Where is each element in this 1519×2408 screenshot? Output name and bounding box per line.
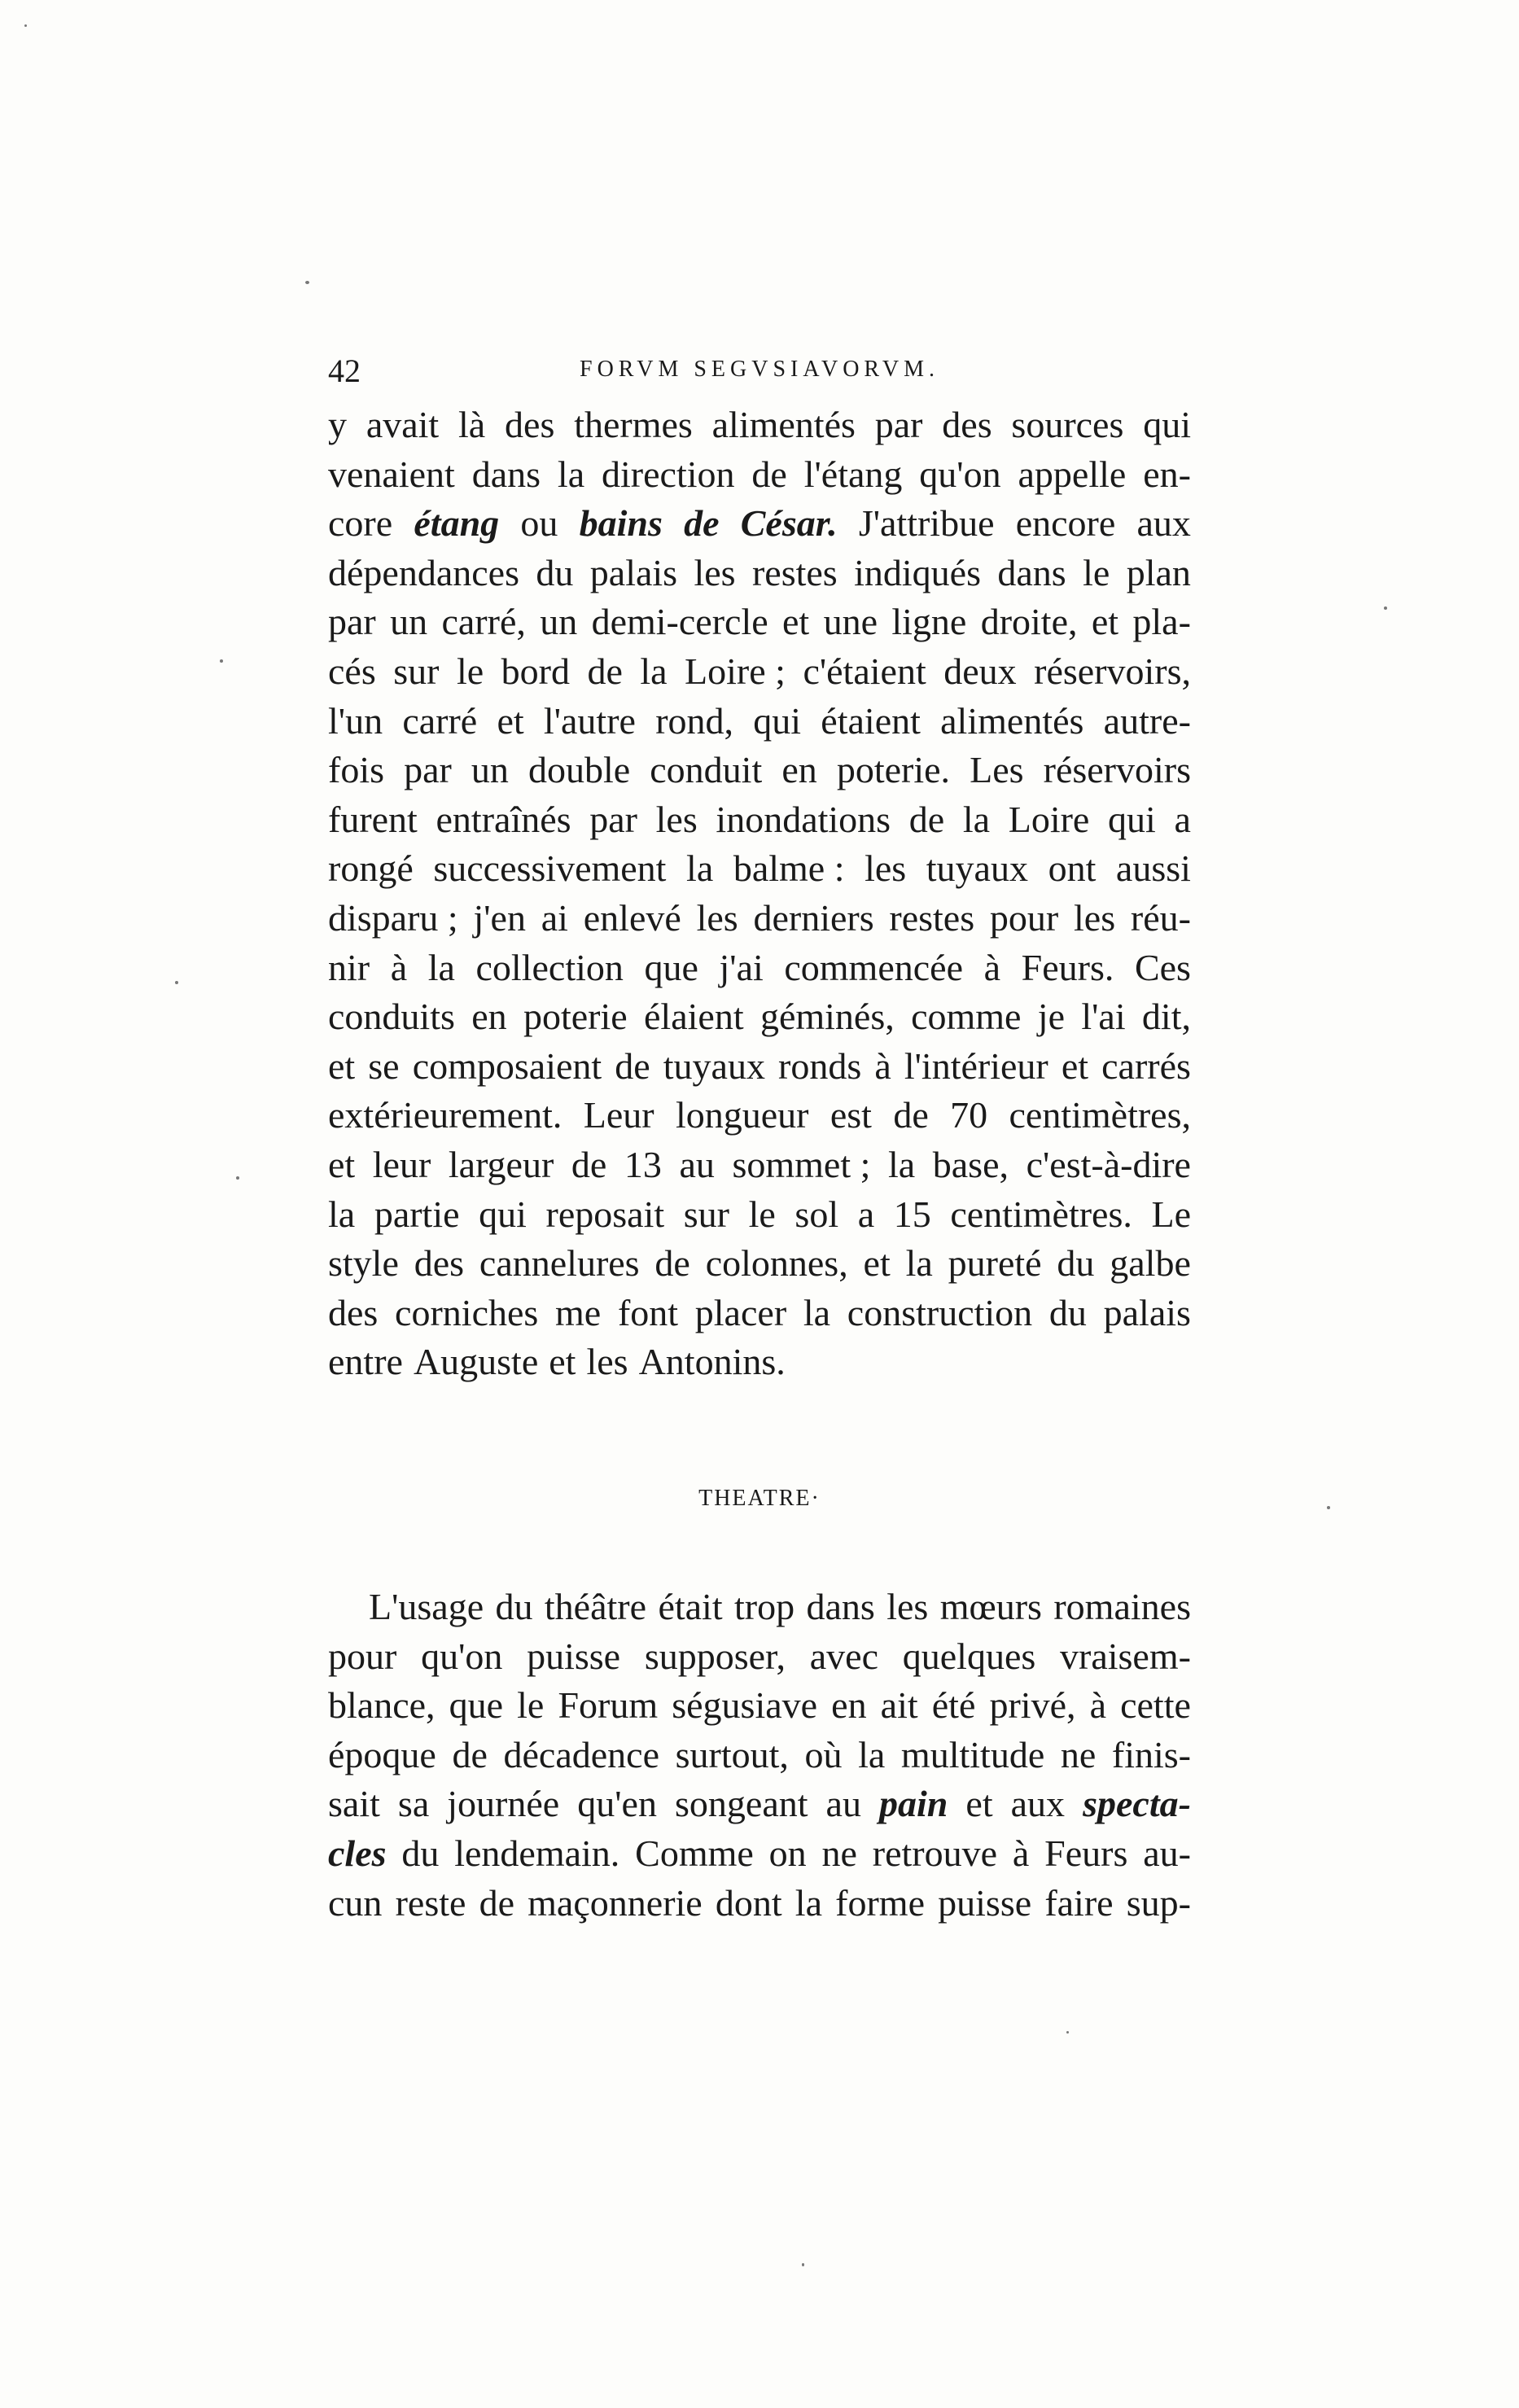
word: sup-: [1126, 1881, 1191, 1924]
word: la: [427, 946, 455, 988]
word: de: [751, 453, 787, 495]
word: pour: [328, 1635, 397, 1677]
word: la: [328, 1193, 356, 1235]
word: ligne: [891, 601, 967, 643]
word: trop: [734, 1586, 795, 1627]
word: specta-: [1083, 1783, 1191, 1825]
word: réservoirs: [1043, 749, 1191, 791]
word: venaient: [328, 453, 455, 495]
word: un: [540, 601, 578, 643]
scan-speck: [175, 981, 178, 984]
word: lendemain.: [454, 1832, 620, 1874]
word: décadence: [503, 1733, 659, 1775]
word: privé,: [989, 1684, 1076, 1727]
text-line: [328, 647, 1191, 697]
running-title: FORVM SEGVSIAVORVM.: [580, 357, 939, 382]
word: je: [1037, 996, 1065, 1038]
word: a: [1174, 798, 1191, 840]
word: la: [905, 1242, 933, 1285]
word: 13: [624, 1143, 662, 1185]
word: à: [1012, 1832, 1030, 1874]
word: conduits: [328, 996, 455, 1038]
word: thermes: [574, 404, 693, 445]
word: placer: [694, 1291, 787, 1333]
word: fois: [328, 749, 384, 791]
word: dans: [471, 453, 541, 495]
word: pla-: [1132, 601, 1191, 643]
word: partie: [374, 1193, 460, 1235]
word: pour: [989, 896, 1059, 939]
word: restes: [889, 896, 975, 939]
word: supposer,: [644, 1635, 786, 1677]
scan-speck: [1384, 606, 1387, 610]
word: 70: [950, 1094, 988, 1136]
word: de: [452, 1733, 488, 1775]
word: à: [390, 946, 408, 988]
word: est: [830, 1094, 872, 1136]
word: indiqués: [854, 551, 981, 593]
word: y: [328, 404, 347, 445]
word: mœurs: [939, 1586, 1042, 1627]
word: aux: [1010, 1783, 1066, 1825]
word: demi-cercle: [591, 601, 768, 643]
word: de: [908, 798, 945, 840]
word: un: [390, 601, 428, 643]
word: la: [962, 798, 991, 840]
word: balme :: [733, 847, 845, 890]
text-line: [328, 844, 1191, 894]
word: sur: [393, 650, 440, 692]
word: et: [497, 699, 524, 742]
word: restes: [751, 551, 838, 593]
word: collection: [475, 946, 624, 988]
word: forme: [835, 1881, 925, 1924]
word: j'ai: [719, 946, 764, 988]
text-line: [328, 1780, 1191, 1829]
word: réservoirs,: [1034, 650, 1191, 692]
text-line: [328, 499, 1191, 549]
word: poterie.: [836, 749, 951, 791]
word: de: [587, 650, 623, 692]
text-line: [328, 1289, 1191, 1338]
word: retrouve: [872, 1832, 998, 1874]
paragraph-theatre: [328, 1583, 1191, 1928]
word: ai: [541, 896, 568, 939]
word: une: [823, 601, 878, 643]
word: le: [748, 1193, 776, 1235]
page-number: 42: [328, 352, 361, 389]
word: centimètres.: [950, 1193, 1132, 1235]
word: composaient: [412, 1044, 602, 1087]
word: dans: [806, 1586, 875, 1627]
word: de: [615, 1044, 650, 1087]
word: derniers: [753, 896, 874, 939]
word: Comme: [635, 1832, 754, 1874]
word: songeant: [675, 1783, 808, 1825]
word: par: [874, 404, 923, 445]
word: droite,: [980, 601, 1078, 643]
word: encore: [1015, 502, 1116, 545]
word: puisse: [938, 1881, 1032, 1924]
word: centimètres,: [1009, 1094, 1191, 1136]
word: surtout,: [675, 1733, 789, 1775]
word: les: [655, 798, 698, 840]
word: alimentés: [711, 404, 856, 445]
word: la: [557, 453, 585, 495]
word: l'étang: [803, 453, 903, 495]
word: le: [517, 1684, 545, 1727]
word: L'usage: [369, 1586, 484, 1627]
word: tuyaux: [926, 847, 1028, 890]
word: Forum: [558, 1684, 659, 1727]
word: maçonnerie: [527, 1881, 703, 1924]
word: étaient: [821, 699, 921, 742]
word: deux: [943, 650, 1017, 692]
word: Loire: [1008, 798, 1090, 840]
word: cés: [328, 650, 376, 692]
word: poterie: [523, 996, 628, 1038]
text-line: [328, 1829, 1191, 1879]
word: qui: [479, 1193, 527, 1235]
scan-speck: [305, 281, 309, 284]
word: et: [1061, 1044, 1089, 1087]
word: de: [571, 1143, 607, 1185]
word: que: [644, 946, 698, 988]
word: qui: [1108, 798, 1156, 840]
word: rongé: [328, 847, 414, 890]
word: furent: [328, 798, 418, 840]
word: c'est-à-dire: [1026, 1143, 1191, 1185]
text-line: [328, 1091, 1191, 1141]
word: au-: [1143, 1832, 1191, 1874]
word: de: [479, 1881, 514, 1924]
word: bains: [579, 502, 663, 545]
text-line: [328, 1190, 1191, 1240]
word: était: [658, 1586, 723, 1627]
text-line: [328, 450, 1191, 500]
word: qu'on: [919, 453, 1001, 495]
word: de: [684, 502, 720, 545]
word: des: [328, 1291, 379, 1333]
word: et: [549, 1341, 576, 1383]
word: a: [857, 1193, 875, 1235]
scan-speck: [1066, 2031, 1069, 2034]
word: Antonins.: [638, 1341, 786, 1383]
word: ronds: [778, 1044, 862, 1087]
word: plan: [1126, 551, 1191, 593]
word: où: [804, 1733, 843, 1775]
word: colonnes,: [705, 1242, 848, 1285]
word: un: [471, 749, 509, 791]
word: dans: [997, 551, 1066, 593]
word: aux: [1136, 502, 1191, 545]
word: César.: [740, 502, 838, 545]
word: l'intérieur: [904, 1044, 1048, 1087]
word: cles: [328, 1832, 387, 1874]
word: de: [654, 1242, 690, 1285]
word: double: [527, 749, 631, 791]
text-line: [328, 1879, 1191, 1929]
word: galbe: [1110, 1242, 1191, 1285]
word: élaient: [644, 996, 744, 1038]
word: style: [328, 1242, 399, 1285]
word: tuyaux: [663, 1044, 765, 1087]
word: en: [781, 749, 817, 791]
word: appelle: [1018, 453, 1127, 495]
word: sol: [795, 1193, 839, 1235]
word: que: [449, 1684, 504, 1727]
word: les: [694, 551, 736, 593]
word: palais: [1103, 1291, 1191, 1333]
word: cannelures: [479, 1242, 640, 1285]
word: les: [586, 1341, 628, 1383]
word: Feurs: [1044, 1832, 1128, 1874]
word: la: [795, 1881, 822, 1924]
word: au: [825, 1783, 861, 1825]
word: se: [368, 1044, 400, 1087]
word: blance,: [328, 1684, 436, 1727]
word: époque: [328, 1733, 436, 1775]
word: rond,: [655, 699, 734, 742]
word: en-: [1143, 453, 1191, 495]
word: des: [414, 1242, 465, 1285]
scan-speck: [24, 24, 27, 27]
word: c'étaient: [803, 650, 926, 692]
word: le: [1083, 551, 1110, 593]
word: sa: [397, 1783, 430, 1825]
word: ne: [1060, 1733, 1097, 1775]
word: entraînés: [436, 798, 571, 840]
word: qui: [753, 699, 802, 742]
text-line: [328, 795, 1191, 845]
word: les: [886, 1586, 929, 1627]
word: du: [536, 551, 574, 593]
word: du: [495, 1586, 533, 1627]
word: finis-: [1111, 1733, 1191, 1775]
word: quelques: [902, 1635, 1036, 1677]
word: cun: [328, 1881, 383, 1924]
running-head: [328, 352, 1191, 392]
word: Auguste: [413, 1341, 539, 1383]
word: Ces: [1134, 946, 1191, 988]
word: ségusiave: [672, 1684, 818, 1727]
word: Le: [1151, 1193, 1191, 1235]
word: inondations: [716, 798, 891, 840]
text-line: [328, 1141, 1191, 1190]
text-line: [328, 549, 1191, 598]
word: théâtre: [544, 1586, 647, 1627]
text-line: [328, 1338, 1191, 1387]
word: reste: [395, 1881, 466, 1924]
word: avec: [809, 1635, 879, 1677]
word: leur: [372, 1143, 431, 1185]
word: corniches: [395, 1291, 539, 1333]
word: étang: [414, 502, 500, 545]
word: par: [404, 749, 452, 791]
text-line: [328, 1731, 1191, 1780]
word: qui: [1143, 404, 1191, 445]
word: bord: [501, 650, 570, 692]
word: comme: [911, 996, 1022, 1038]
text-line: [328, 1583, 1191, 1632]
word: J'attribue: [858, 502, 995, 545]
word: nir: [328, 946, 370, 988]
text-line: [328, 401, 1191, 450]
text-line: [328, 1042, 1191, 1092]
scan-speck: [220, 659, 223, 663]
word: dont: [715, 1881, 782, 1924]
word: au: [679, 1143, 715, 1185]
word: reposait: [545, 1193, 665, 1235]
word: sait: [328, 1783, 380, 1825]
word: et: [965, 1783, 993, 1825]
word: pureté: [948, 1242, 1042, 1285]
text-line: [328, 1632, 1191, 1682]
word: l'autre: [543, 699, 636, 742]
word: font: [617, 1291, 679, 1333]
word: conduit: [650, 749, 763, 791]
word: réu-: [1130, 896, 1191, 939]
word: journée: [447, 1783, 560, 1825]
word: qu'en: [577, 1783, 657, 1825]
word: 15: [893, 1193, 931, 1235]
word: vraisem-: [1060, 1635, 1191, 1677]
word: Feurs.: [1021, 946, 1114, 988]
word: les: [1074, 896, 1116, 939]
word: le: [456, 650, 484, 692]
word: par: [328, 601, 376, 643]
word: l'un: [328, 699, 383, 742]
word: ou: [520, 502, 558, 545]
word: et: [863, 1242, 891, 1285]
word: base,: [932, 1143, 1009, 1185]
word: la: [858, 1733, 886, 1775]
paragraph-thermes: [328, 401, 1191, 1387]
word: me: [555, 1291, 602, 1333]
word: et: [1091, 601, 1119, 643]
word: la: [640, 650, 668, 692]
word: dépendances: [328, 551, 519, 593]
text-line: [328, 1681, 1191, 1731]
section-heading-theatre: THEATRE·: [698, 1486, 821, 1511]
word: ne: [821, 1832, 857, 1874]
word: faire: [1044, 1881, 1114, 1924]
word: à: [983, 946, 1001, 988]
word: cette: [1120, 1684, 1191, 1727]
text-line: [328, 598, 1191, 647]
word: disparu ;: [328, 896, 458, 939]
word: qu'on: [421, 1635, 503, 1677]
word: à: [874, 1044, 891, 1087]
word: les: [696, 896, 738, 939]
word: là: [458, 404, 486, 445]
word: du: [1057, 1242, 1095, 1285]
text-line: [328, 992, 1191, 1042]
text-line: [328, 697, 1191, 746]
word: aussi: [1115, 847, 1191, 890]
word: alimentés: [940, 699, 1084, 742]
word: pain: [879, 1783, 948, 1825]
word: palais: [589, 551, 678, 593]
word: autre-: [1103, 699, 1191, 742]
word: en: [831, 1684, 867, 1727]
word: la: [887, 1143, 916, 1185]
word: construction: [847, 1291, 1033, 1333]
word: l'ai: [1081, 996, 1126, 1038]
word: multitude: [900, 1733, 1045, 1775]
word: des: [942, 404, 992, 445]
word: la: [686, 847, 714, 890]
word: été: [931, 1684, 976, 1727]
word: par: [589, 798, 637, 840]
word: commencée: [784, 946, 964, 988]
word: ait: [880, 1684, 918, 1727]
word: Leur: [583, 1094, 654, 1136]
word: ont: [1048, 847, 1097, 890]
word: carré,: [441, 601, 526, 643]
scan-speck: [802, 2263, 804, 2266]
word: du: [1048, 1291, 1087, 1333]
word: romaines: [1053, 1586, 1191, 1627]
word: à: [1089, 1684, 1106, 1727]
word: enlevé: [583, 896, 681, 939]
word: et: [328, 1143, 356, 1185]
word: core: [328, 502, 393, 545]
word: des: [505, 404, 555, 445]
word: carré: [402, 699, 478, 742]
word: les: [865, 847, 907, 890]
word: du: [401, 1832, 440, 1874]
word: j'en: [473, 896, 526, 939]
word: entre: [328, 1341, 403, 1383]
word: puisse: [527, 1635, 621, 1677]
text-line: [328, 943, 1191, 993]
word: dit,: [1141, 996, 1191, 1038]
word: en: [471, 996, 507, 1038]
word: géminés,: [760, 996, 895, 1038]
word: extérieurement.: [328, 1094, 563, 1136]
scan-speck: [1327, 1506, 1330, 1509]
word: longueur: [675, 1094, 809, 1136]
word: la: [803, 1291, 831, 1333]
word: sur: [683, 1193, 729, 1235]
text-line: [328, 746, 1191, 795]
word: sources: [1011, 404, 1124, 445]
word: sommet ;: [732, 1143, 871, 1185]
word: direction: [602, 453, 735, 495]
word: avait: [366, 404, 440, 445]
word: largeur: [448, 1143, 554, 1185]
word: Les: [970, 749, 1024, 791]
scan-speck: [236, 1176, 239, 1180]
text-line: [328, 894, 1191, 943]
word: Loire ;: [685, 650, 786, 692]
word: et: [782, 601, 810, 643]
text-line: [328, 1239, 1191, 1289]
word: carrés: [1101, 1044, 1191, 1087]
word: successivement: [433, 847, 667, 890]
word: on: [768, 1832, 807, 1874]
word: et: [328, 1044, 356, 1087]
word: de: [893, 1094, 929, 1136]
